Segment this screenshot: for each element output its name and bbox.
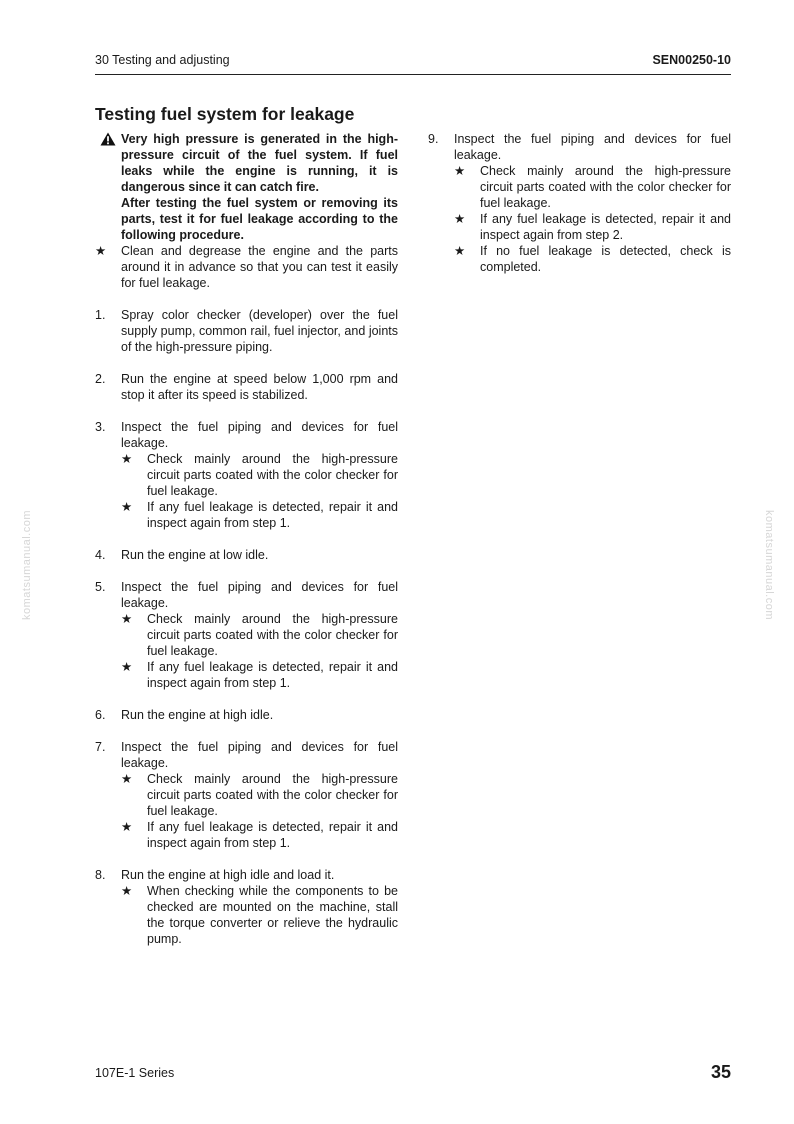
step-text: Inspect the fuel piping and devices for fuel leakage.: [121, 740, 398, 770]
sub-note-text: If no fuel leakage is detected, check is completed.: [480, 244, 731, 274]
star-icon: ★: [454, 212, 466, 226]
step-number: 4.: [95, 548, 106, 562]
page-footer: [95, 1062, 731, 1086]
step-text: Run the engine at high idle.: [121, 708, 274, 722]
sub-note: [121, 451, 398, 499]
sub-note: [454, 163, 731, 211]
page-header: [95, 53, 731, 71]
step-item: [428, 131, 731, 275]
step-number: 9.: [428, 132, 439, 146]
step-list: [95, 307, 398, 947]
sub-note: [454, 211, 731, 243]
sub-note-text: Check mainly around the high-pressure circuit parts coated with the color checker for fuel leakage.: [147, 612, 398, 658]
sub-note-text: If any fuel leakage is detected, repair it and inspect again from step 1.: [147, 820, 398, 850]
step-item: [95, 707, 398, 723]
left-column: [95, 131, 398, 947]
star-icon: ★: [454, 244, 466, 258]
page-number: 35: [710, 1062, 731, 1082]
star-icon: ★: [121, 660, 133, 674]
step-number: 7.: [95, 740, 106, 754]
step-number: 6.: [95, 708, 106, 722]
sub-note: [121, 771, 398, 819]
step-number: 1.: [95, 308, 106, 322]
step-number: 8.: [95, 868, 106, 882]
step-text: Inspect the fuel piping and devices for fuel leakage.: [454, 132, 731, 162]
header-divider: [95, 74, 731, 75]
sub-note-text: If any fuel leakage is detected, repair it and inspect again from step 1.: [147, 660, 398, 690]
step-text: Run the engine at low idle.: [121, 548, 269, 562]
sub-note: [121, 819, 398, 851]
star-icon: ★: [121, 500, 133, 514]
step-item: [95, 547, 398, 563]
sub-note: [454, 243, 731, 275]
step-text: Spray color checker (developer) over the fuel supply pump, common rail, fuel injector, and joints of the high-pressure piping.: [121, 308, 398, 354]
step-item: [95, 579, 398, 691]
step-item: [95, 739, 398, 851]
step-item: [95, 419, 398, 531]
section-title: 30 Testing and adjusting: [95, 53, 230, 67]
step-item: [95, 307, 398, 355]
warning-block: [95, 131, 398, 243]
sub-note-text: If any fuel leakage is detected, repair it and inspect again from step 1.: [147, 500, 398, 530]
sub-note-text: Check mainly around the high-pressure circuit parts coated with the color checker for fuel leakage.: [147, 772, 398, 818]
star-icon: ★: [121, 452, 133, 466]
step-text: Inspect the fuel piping and devices for fuel leakage.: [121, 420, 398, 450]
step-number: 5.: [95, 580, 106, 594]
sub-note: [121, 611, 398, 659]
warning-triangle-icon: [100, 132, 116, 146]
sub-note-text: Check mainly around the high-pressure circuit parts coated with the color checker for fuel leakage.: [147, 452, 398, 498]
sub-note-text: Check mainly around the high-pressure circuit parts coated with the color checker for fuel leakage.: [480, 164, 731, 210]
sub-note-text: When checking while the components to be checked are mounted on the machine, stall the torque converter or relieve the hydraulic pump.: [147, 884, 398, 946]
star-icon: ★: [121, 820, 133, 834]
right-column: [428, 131, 731, 275]
star-icon: ★: [95, 244, 107, 258]
series-label: 107E-1 Series: [95, 1066, 175, 1080]
star-icon: ★: [454, 164, 466, 178]
star-icon: ★: [121, 884, 133, 898]
page-title: Testing fuel system for leakage: [95, 104, 355, 124]
step-list: [428, 131, 731, 275]
watermark-right: komatsumanual.com: [763, 510, 775, 620]
warning-text-2: After testing the fuel system or removing its parts, test it for fuel leakage according to the following procedure.: [121, 196, 398, 242]
step-text: Run the engine at high idle and load it.: [121, 868, 335, 882]
note-text: Clean and degrease the engine and the parts around it in advance so that you can test it easily for fuel leakage.: [121, 244, 398, 290]
step-number: 3.: [95, 420, 106, 434]
sub-note-text: If any fuel leakage is detected, repair it and inspect again from step 2.: [480, 212, 731, 242]
sub-note: [121, 659, 398, 691]
step-text: Run the engine at speed below 1,000 rpm and stop it after its speed is stabilized.: [121, 372, 398, 402]
star-icon: ★: [121, 772, 133, 786]
step-number: 2.: [95, 372, 106, 386]
note-item: [95, 243, 398, 291]
step-item: [95, 371, 398, 403]
warning-text: Very high pressure is generated in the high-pressure circuit of the fuel system. If fuel leaks while the engine is running, it is dangerous since it can catch fire.: [121, 132, 398, 194]
sub-note: [121, 499, 398, 531]
sub-note: [121, 883, 398, 947]
step-text: Inspect the fuel piping and devices for fuel leakage.: [121, 580, 398, 610]
step-item: [95, 867, 398, 947]
star-icon: ★: [121, 612, 133, 626]
watermark-left: komatsumanual.com: [21, 510, 33, 620]
document-code: SEN00250-10: [652, 53, 731, 67]
